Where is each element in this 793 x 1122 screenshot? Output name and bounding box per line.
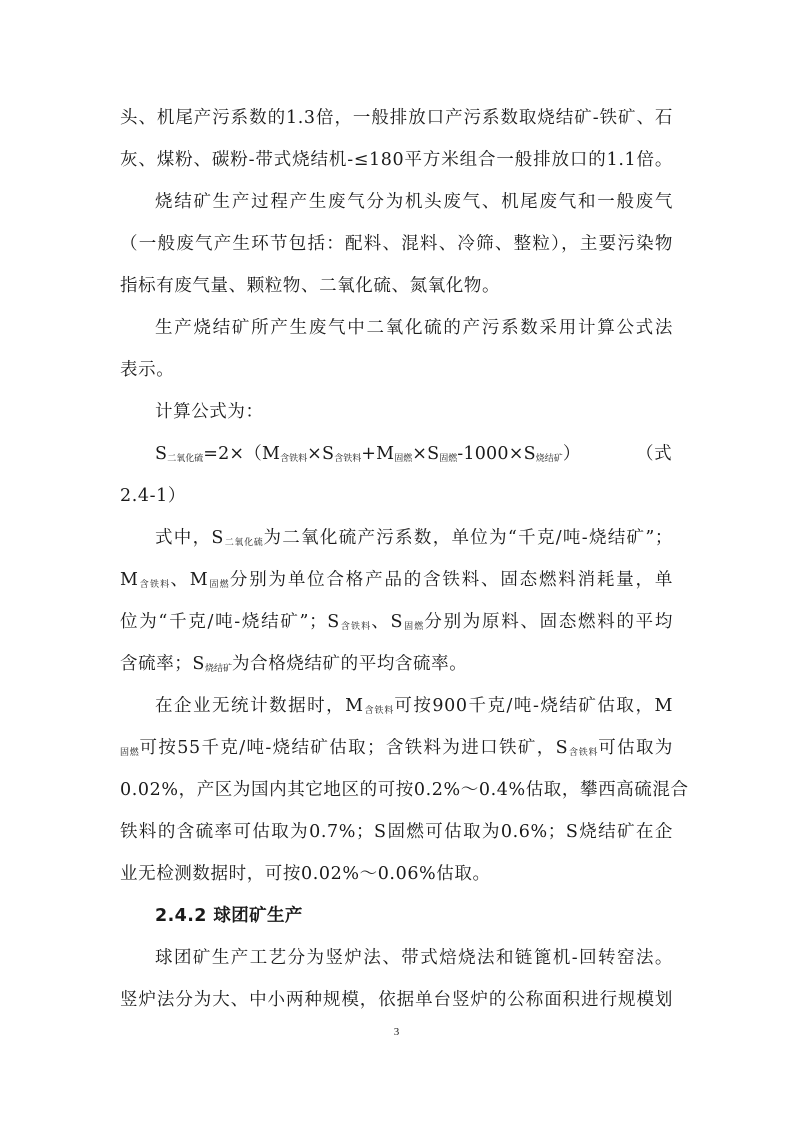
text-line: 0.02%，产区为国内其它地区的可按0.2%～0.4%估取，攀西高硫混合 (120, 780, 689, 800)
text-line: （一般废气产生环节包括：配料、混料、冷筛、整粒），主要污染物 (120, 234, 673, 254)
formula: $S_{二氧化硫}=2\times(M_{含铁料}\times S_{含铁料}+M_{固燃}\times S_{固燃}-1000\times S_{烧结矿})$ (155, 444, 581, 464)
formula-label: （式 (636, 444, 673, 464)
text-line: 头、机尾产污系数的1.3倍，一般排放口产污系数取烧结矿-铁矿、石 (120, 108, 673, 128)
text-line: 烧结矿生产过程产生废气分为机头废气、机尾废气和一般废气 (155, 192, 673, 212)
text-line: 业无检测数据时，可按0.02%～0.06%估取。 (120, 864, 491, 884)
text-line: 生产烧结矿所产生废气中二氧化硫的产污系数采用计算公式法 (155, 318, 673, 338)
text-line: 指标有废气量、颗粒物、二氧化硫、氮氧化物。 (120, 276, 501, 296)
text-line: 竖炉法分为大、中小两种规模，依据单台竖炉的公称面积进行规模划 (120, 990, 673, 1010)
text-line: $M_{含铁料}$、$M_{固燃}$分别为单位合格产品的含铁料、固态燃料消耗量，单 (120, 570, 673, 590)
page-number: 3 (393, 1026, 400, 1038)
text-line: 灰、煤粉、碳粉-带式烧结机-≤180平方米组合一般排放口的1.1倍。 (120, 150, 673, 170)
text-line: 表示。 (120, 360, 175, 380)
section-heading: 2.4.2 球团矿生产 (155, 906, 303, 926)
text-line: $_{固燃}$可按55千克/吨-烧结矿估取；含铁料为进口铁矿，$S_{含铁料}$可估取为 (120, 738, 673, 758)
formula-label-cont: 2.4-1） (120, 486, 186, 506)
text-line: 位为“千克/吨-烧结矿”；$S_{含铁料}$、$S_{固燃}$分别为原料、固态燃料的平均 (120, 612, 673, 632)
text-line: 计算公式为： (155, 402, 264, 422)
text-line: 在企业无统计数据时，$M_{含铁料}$可按900千克/吨-烧结矿估取，M (155, 696, 673, 716)
text-line: 铁料的含硫率可估取为0.7%；S固燃可估取为0.6%；S烧结矿在企 (120, 822, 673, 842)
text-line: 球团矿生产工艺分为竖炉法、带式焙烧法和链篦机-回转窑法。 (155, 948, 673, 968)
text-line: 含硫率；$S_{烧结矿}$为合格烧结矿的平均含硫率。 (120, 654, 468, 674)
text-line: 式中，$S_{二氧化硫}$为二氧化硫产污系数，单位为“千克/吨-烧结矿”； (155, 528, 673, 548)
